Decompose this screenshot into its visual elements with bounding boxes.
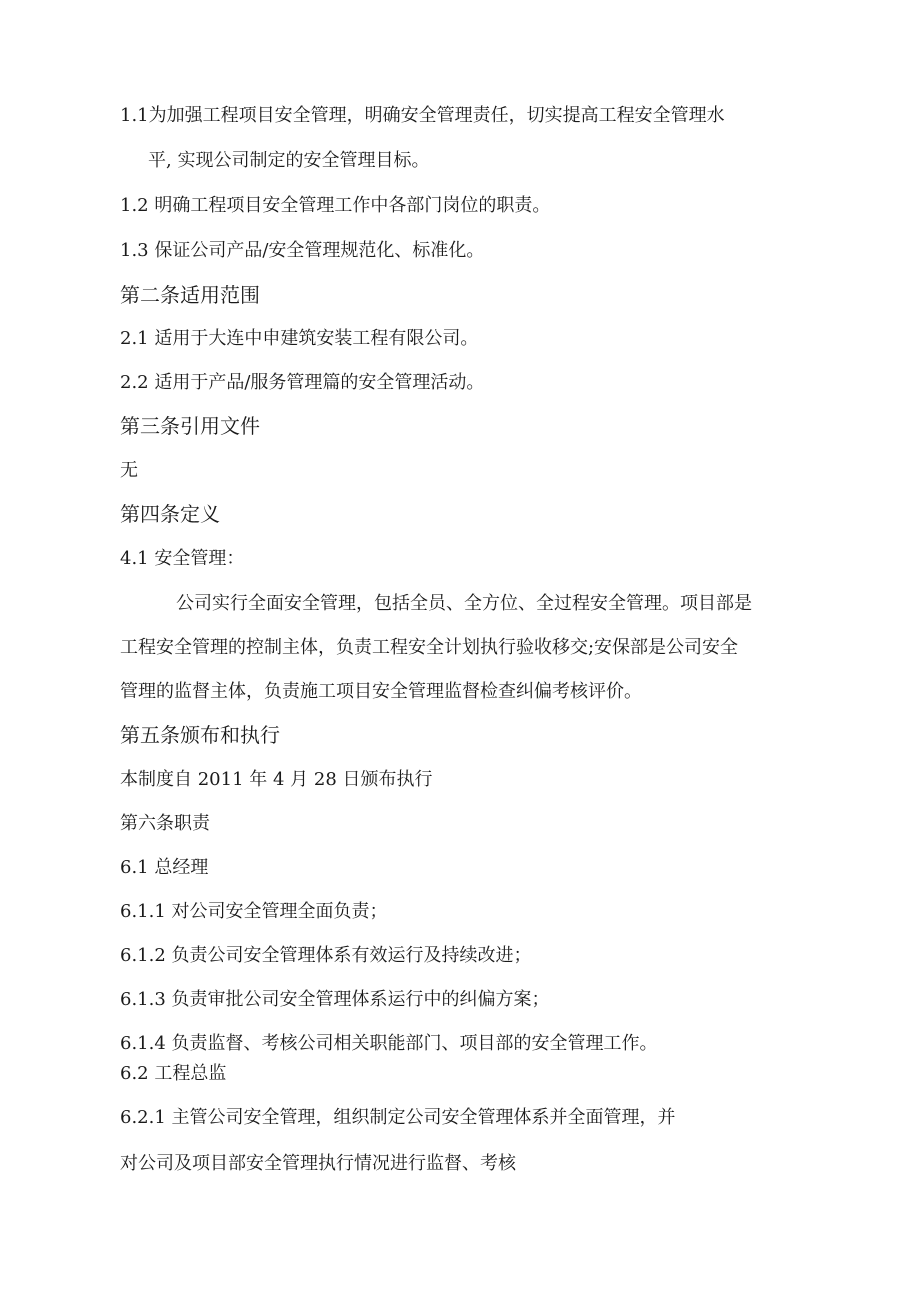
text-line-1-3: 1.3 保证公司产品/安全管理规范化、标准化。 [120,240,485,261]
text-line-2-2: 2.2 适用于产品/服务管理篇的安全管理活动。 [120,372,485,393]
text-line-6-1-3: 6.1.3 负责审批公司安全管理体系运行中的纠偏方案； [120,989,550,1010]
paragraph-line-1: 公司实行全面安全管理，包括全员、全方位、全过程安全管理。项目部是 [176,593,752,614]
text-line-4-1: 4.1 安全管理： [120,548,245,569]
section-heading-4: 第四条定义 [120,502,220,526]
text-line-1-1-cont: 平, 实现公司制定的安全管理目标。 [148,150,430,171]
section-heading-5: 第五条颁布和执行 [120,723,280,747]
text-line-6-1-2: 6.1.2 负责公司安全管理体系有效运行及持续改进； [120,945,532,966]
section-heading-6: 第六条职责 [120,813,210,834]
text-line-1-2: 1.2 明确工程项目安全管理工作中各部门岗位的职责。 [120,195,551,216]
text-line-1-1: 1.1为加强工程项目安全管理，明确安全管理责任，切实提高工程安全管理水 [120,105,725,126]
text-line-6-1-1: 6.1.1 对公司安全管理全面负责； [120,901,388,922]
text-line-issue-date: 本制度自 2011 年 4 月 28 日颁布执行 [120,769,433,790]
text-line-none: 无 [120,460,138,481]
text-line-2-1: 2.1 适用于大连中申建筑安装工程有限公司。 [120,328,479,349]
paragraph-line-3: 管理的监督主体，负责施工项目安全管理监督检查纠偏考核评价。 [120,681,642,702]
text-line-6-2-1-cont: 对公司及项目部安全管理执行情况进行监督、考核 [120,1153,516,1174]
paragraph-line-2: 工程安全管理的控制主体，负责工程安全计划执行验收移交;安保部是公司安全 [120,637,739,658]
section-heading-3: 第三条引用文件 [120,414,260,438]
text-line-6-2-1: 6.2.1 主管公司安全管理，组织制定公司安全管理体系并全面管理，并 [120,1107,676,1128]
text-line-6-2: 6.2 工程总监 [120,1063,227,1084]
text-line-6-1: 6.1 总经理 [120,857,209,878]
section-heading-2: 第二条适用范围 [120,283,260,307]
text-line-6-1-4: 6.1.4 负责监督、考核公司相关职能部门、项目部的安全管理工作。 [120,1033,658,1054]
